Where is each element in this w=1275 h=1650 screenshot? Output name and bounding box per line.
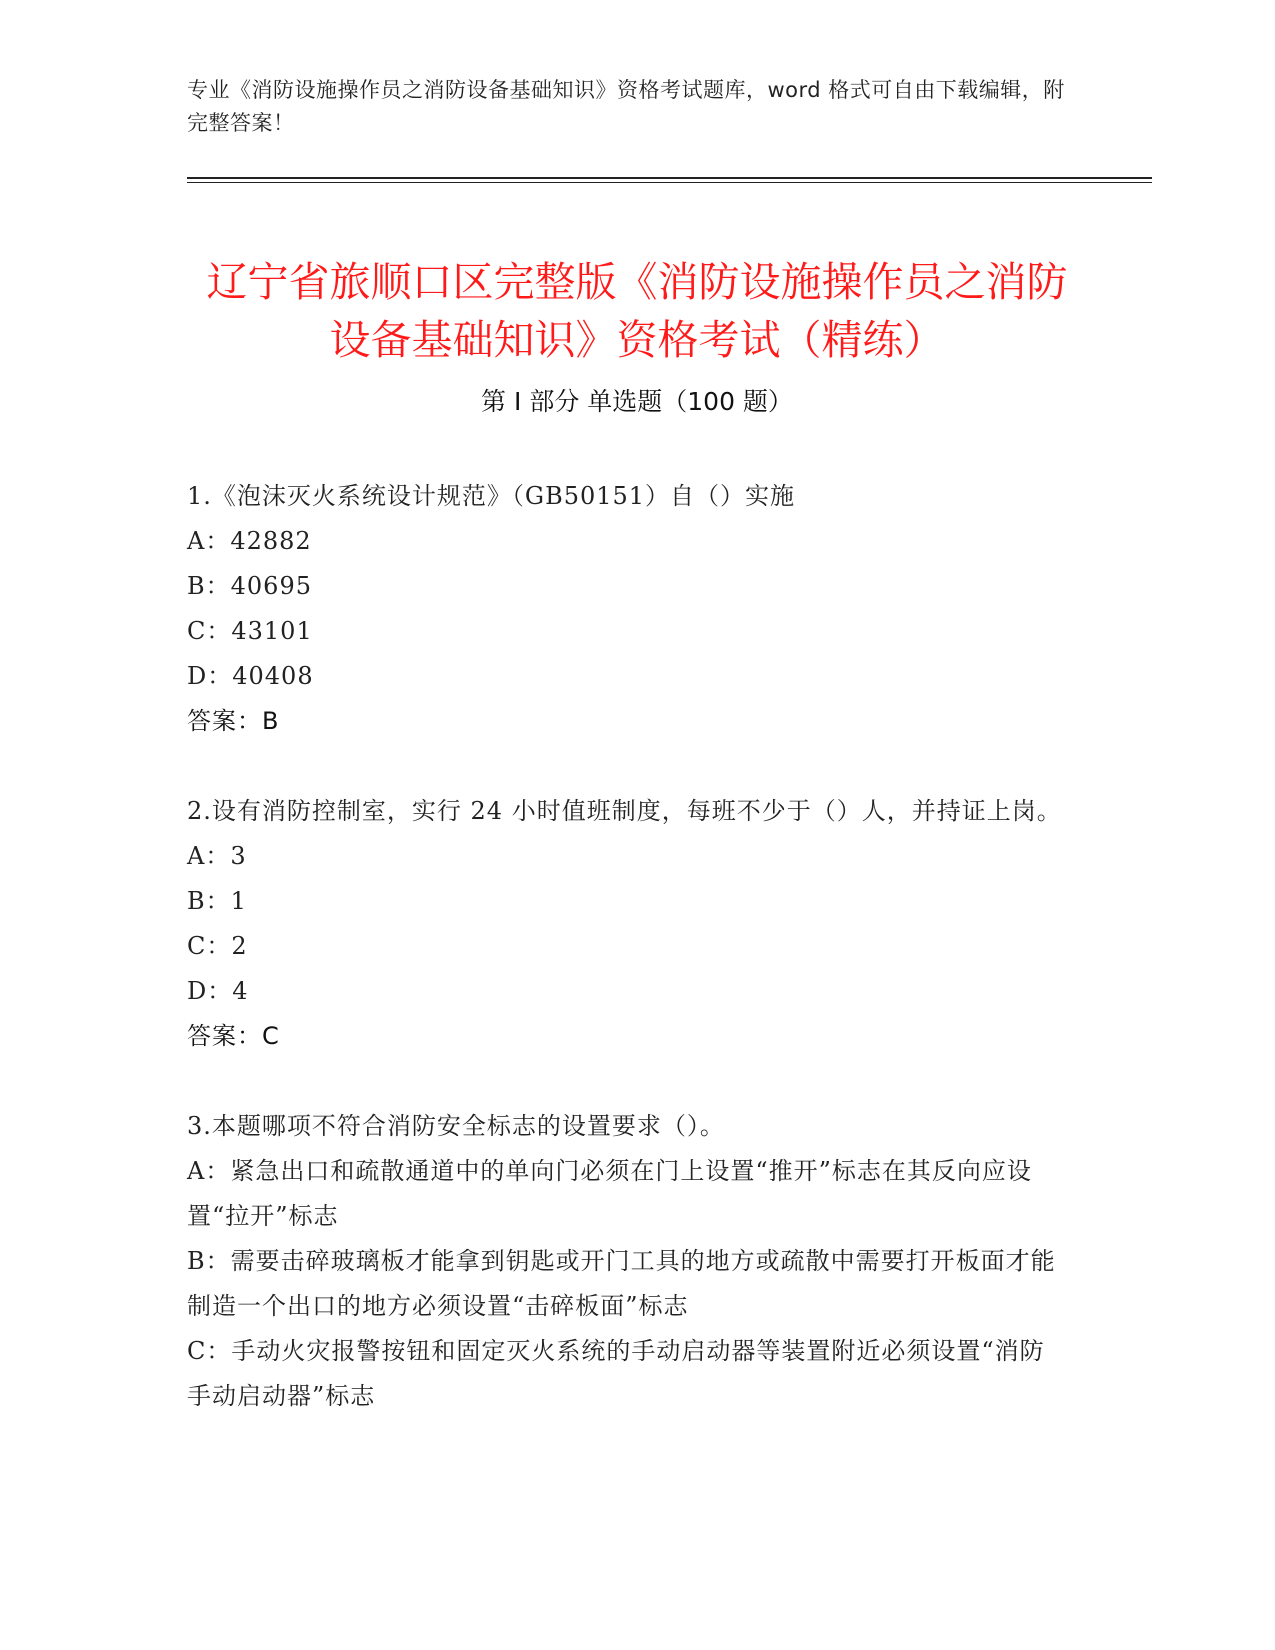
- option-a: A：3: [187, 842, 247, 870]
- header-divider-thin: [187, 182, 1152, 183]
- question-list: [187, 474, 1067, 1464]
- option-c: C：43101: [187, 617, 313, 645]
- option-b: B：需要击碎玻璃板才能拿到钥匙或开门工具的地方或疏散中需要打开板面才能制造一个出口的地方必须设置“击碎板面”标志: [187, 1247, 1056, 1320]
- question-3: [187, 1104, 1067, 1419]
- option-a: A：紧急出口和疏散通道中的单向门必须在门上设置“推开”标志在其反向应设置“拉开”标志: [187, 1157, 1032, 1230]
- question-2: [187, 789, 1067, 1059]
- answer-line: 答案：C: [187, 1022, 280, 1050]
- option-a: A：42882: [187, 527, 312, 555]
- question-1: [187, 474, 1067, 744]
- section-title: 第 I 部分 单选题（100 题）: [481, 387, 793, 416]
- document-title: 辽宁省旅顺口区完整版《消防设施操作员之消防设备基础知识》资格考试（精练）: [206, 258, 1068, 365]
- answer-line: 答案：B: [187, 707, 280, 735]
- question-stem: 1.《泡沫灭火系统设计规范》（GB50151）自（）实施: [187, 482, 796, 510]
- header-divider-thick: [187, 177, 1152, 179]
- question-stem: 3.本题哪项不符合消防安全标志的设置要求（）。: [187, 1112, 725, 1140]
- question-stem: 2.设有消防控制室，实行 24 小时值班制度，每班不少于（）人，并持证上岗。: [187, 797, 1062, 825]
- option-b: B：1: [187, 887, 247, 915]
- option-c: C：2: [187, 932, 248, 960]
- option-c: C：手动火灾报警按钮和固定灭火系统的手动启动器等装置附近必须设置“消防手动启动器”标志: [187, 1337, 1045, 1410]
- option-d: D：4: [187, 977, 249, 1005]
- header-note: 专业《消防设施操作员之消防设备基础知识》资格考试题库，word 格式可自由下载编辑，附完整答案！: [187, 78, 1065, 135]
- option-d: D：40408: [187, 662, 314, 690]
- option-b: B：40695: [187, 572, 312, 600]
